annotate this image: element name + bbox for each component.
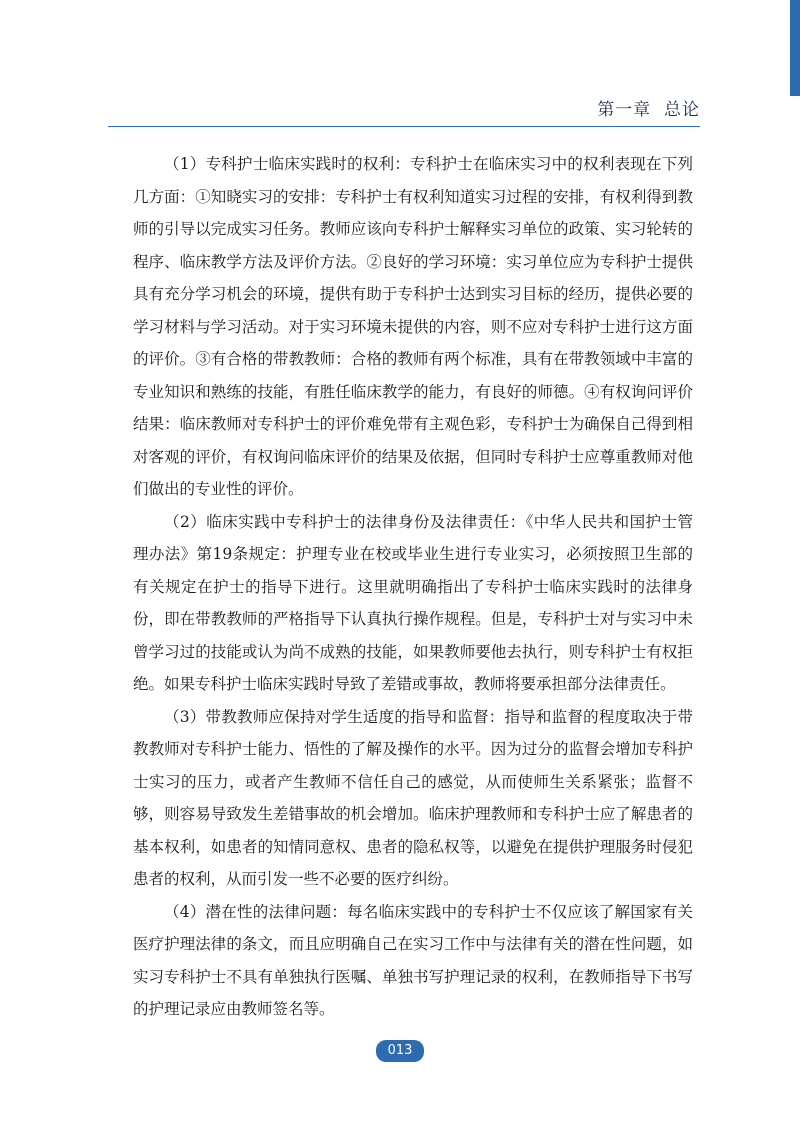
running-header [108,95,700,127]
chapter-title: 第一章 总论 [597,100,700,120]
paragraph-potential-legal-issues: （4）潜在性的法律问题：每名临床实践中的专科护士不仅应该了解国家有关医疗护理法律的条文，而且应明确自己在实习工作中与法律有关的潜在性问题，如实习专科护士不具有单独执行医嘱、单独书写护理记录的权利，在教师指导下书写的护理记录应由教师签名等。 [133,902,693,1018]
paragraph-supervision: （3）带教教师应保持对学生适度的指导和监督：指导和监督的程度取决于带教教师对专科护士能力、悟性的了解及操作的水平。因为过分的监督会增加专科护士实习的压力，或者产生教师不信任自己的感觉，从而使师生关系紧张；监督不够，则容易导致发生差错事故的机会增加。临床护理教师和专科护士应了解患者的基本权利，如患者的知情同意权、患者的隐私权等，以避免在提供护理服务时侵犯患者的权利，从而引发一些不必要的医疗纠纷。 [133,707,693,888]
chapter-edge-tab [790,0,800,96]
paragraph-rights: （1）专科护士临床实践时的权利：专科护士在临床实习中的权利表现在下列几方面：①知晓实习的安排：专科护士有权利知道实习过程的安排，有权利得到教师的引导以完成实习任务。教师应该向专科护士解释实习单位的政策、实习轮转的程序、临床教学方法及评价方法。②良好的学习环境：实习单位应为专科护士提供具有充分学习机会的环境，提供有助于专科护士达到实习目标的经历，提供必要的学习材料与学习活动。对于实习环境未提供的内容，则不应对专科护士进行这方面的评价。③有合格的带教教师：合格的教师有两个标准，具有在带教领域中丰富的专业知识和熟练的技能，有胜任临床教学的能力，有良好的师德。④有权询问评价结果：临床教师对专科护士的评价难免带有主观色彩，专科护士为确保自己得到相对客观的评价，有权询问临床评价的结果及依据，但同时专科护士应尊重教师对他们做出的专业性的评价。 [133,155,693,498]
paragraph-legal-status: （2）临床实践中专科护士的法律身份及法律责任：《中华人民共和国护士管理办法》第19条规定：护理专业在校或毕业生进行专业实习，必须按照卫生部的有关规定在护士的指导下进行。这里就明确指出了专科护士临床实践时的法律身份，即在带教教师的严格指导下认真执行操作规程。但是，专科护士对与实习中未曾学习过的技能或认为尚不成熟的技能，如果教师要他去执行，则专科护士有权拒绝。如果专科护士临床实践时导致了差错或事故，教师将要承担部分法律责任。 [133,512,693,693]
body-text [133,148,693,1026]
page-number-badge: 013 [376,1040,425,1062]
page-footer [0,1039,800,1063]
header-rule [108,126,700,127]
